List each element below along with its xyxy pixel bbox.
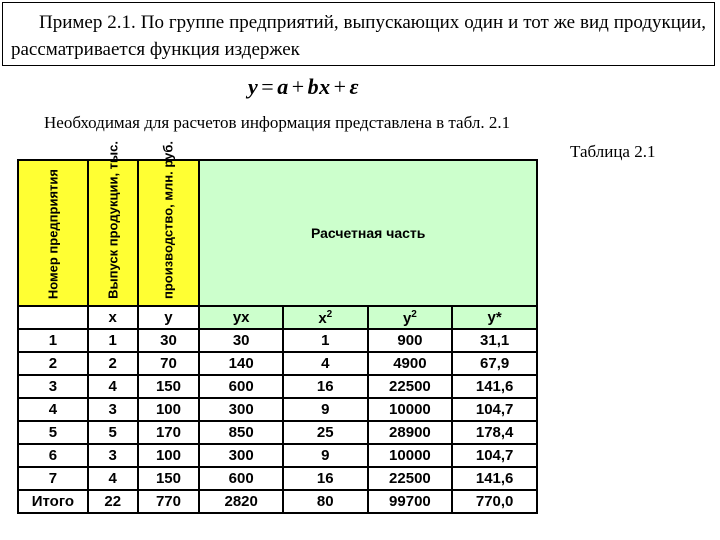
table-cell: 3: [88, 444, 138, 467]
intro-text: Пример 2.1. По группе предприятий, выпускающих один и тот же вид продукции, рассматривается функция издержек: [11, 12, 706, 60]
table-cell: 25: [283, 421, 368, 444]
table-cell: 141,6: [452, 375, 537, 398]
table-cell: 28900: [368, 421, 453, 444]
table-row: [18, 352, 537, 375]
header-production: производство, млн. руб.: [138, 160, 200, 306]
intro-paragraph-box: [2, 2, 715, 66]
formula-plus-1: +: [291, 74, 305, 99]
header-calc-part: Расчетная часть: [199, 160, 537, 306]
table-cell: 770,0: [452, 490, 537, 513]
table-cell: 22: [88, 490, 138, 513]
table-cell: 1: [283, 329, 368, 352]
table-cell: 150: [138, 467, 200, 490]
table-cell: 10000: [368, 398, 453, 421]
table-cell: 104,7: [452, 398, 537, 421]
symbol-y-squared: $y^2$: [368, 306, 453, 329]
table-cell: 2: [88, 352, 138, 375]
table-caption: Таблица 2.1: [570, 142, 656, 161]
table-cell: 4900: [368, 352, 453, 375]
symbol-blank: [18, 306, 88, 329]
formula-epsilon: ε: [349, 74, 360, 99]
table-total-row: [18, 490, 537, 513]
symbol-yx: yx: [199, 306, 283, 329]
table-cell: 9: [283, 444, 368, 467]
table-cell: 300: [199, 398, 283, 421]
symbol-x-squared: $x^2$: [283, 306, 368, 329]
table-cell: 3: [18, 375, 88, 398]
table-cell: 770: [138, 490, 200, 513]
table-cell: 30: [138, 329, 200, 352]
table-cell: 67,9: [452, 352, 537, 375]
table-cell: 9: [283, 398, 368, 421]
symbol-y-star: y*: [452, 306, 537, 329]
table-header-row: [18, 160, 537, 306]
cost-function-formula: [248, 74, 359, 100]
table-cell: 3: [88, 398, 138, 421]
table-cell: 7: [18, 467, 88, 490]
table-cell: 600: [199, 375, 283, 398]
table-cell: 900: [368, 329, 453, 352]
table-cell: 30: [199, 329, 283, 352]
table-cell: 600: [199, 467, 283, 490]
table-cell: 22500: [368, 375, 453, 398]
table-row: [18, 375, 537, 398]
table-cell: 99700: [368, 490, 453, 513]
formula-plus-2: +: [333, 74, 347, 99]
symbol-x: x: [88, 306, 138, 329]
table-cell: 178,4: [452, 421, 537, 444]
info-line: Необходимая для расчетов информация представлена в табл. 2.1: [44, 113, 511, 132]
table-cell: 141,6: [452, 467, 537, 490]
table-cell: 5: [18, 421, 88, 444]
table-cell: 850: [199, 421, 283, 444]
table-cell: 16: [283, 467, 368, 490]
table-cell: Итого: [18, 490, 88, 513]
table-cell: 100: [138, 398, 200, 421]
table-symbol-row: [18, 306, 537, 329]
table-row: [18, 467, 537, 490]
table-cell: 170: [138, 421, 200, 444]
table-cell: 2820: [199, 490, 283, 513]
formula-equals: =: [261, 74, 275, 99]
table-cell: 300: [199, 444, 283, 467]
formula-y: y: [248, 74, 259, 99]
table-cell: 4: [18, 398, 88, 421]
table-cell: 6: [18, 444, 88, 467]
data-table: [17, 140, 538, 514]
header-output: Выпуск продукции, тыс.: [88, 160, 138, 306]
formula-bx: bx: [307, 74, 331, 99]
header-company-number: Номер предприятия: [18, 160, 88, 306]
table-cell: 5: [88, 421, 138, 444]
table-cell: 104,7: [452, 444, 537, 467]
table-row: [18, 421, 537, 444]
table-cell: 4: [88, 467, 138, 490]
table-cell: 16: [283, 375, 368, 398]
table-cell: 31,1: [452, 329, 537, 352]
table-cell: 1: [88, 329, 138, 352]
table-cell: 100: [138, 444, 200, 467]
table-cell: 80: [283, 490, 368, 513]
table-cell: 22500: [368, 467, 453, 490]
formula-a: a: [277, 74, 289, 99]
table-cell: 4: [283, 352, 368, 375]
table-cell: 70: [138, 352, 200, 375]
table-cell: 4: [88, 375, 138, 398]
table-cell: 1: [18, 329, 88, 352]
symbol-y: y: [138, 306, 200, 329]
table-row: [18, 444, 537, 467]
table-row: [18, 329, 537, 352]
table-cell: 2: [18, 352, 88, 375]
table-row: [18, 398, 537, 421]
table-cell: 140: [199, 352, 283, 375]
table-cell: 10000: [368, 444, 453, 467]
table-cell: 150: [138, 375, 200, 398]
